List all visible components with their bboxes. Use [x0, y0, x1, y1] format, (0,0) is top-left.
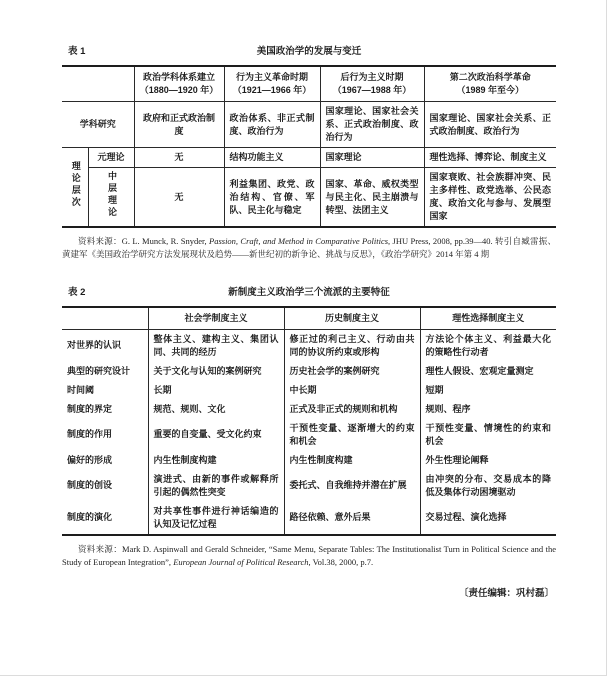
table-cell: 由冲突的分布、交易成本的降低及集体行动困境驱动 [420, 470, 556, 502]
table-cell: 政治体系、非正式制度、政治行为 [224, 102, 320, 148]
row-label: 制度的作用 [62, 419, 148, 451]
table2-row [62, 451, 556, 470]
table2-col-header: 社会学制度主义 [148, 307, 284, 330]
table-cell: 内生性制度构建 [148, 451, 284, 470]
table-cell: 国家理论、国家社会关系、正式政治制度、政治行为 [424, 102, 556, 148]
table2-col-header: 历史制度主义 [284, 307, 420, 330]
table-cell: 国家衰败、社会族群冲突、民主多样性、政党选举、公民态度、政治文化与参与、发展型国家 [424, 168, 556, 228]
table1-source-note [62, 235, 556, 261]
table2 [62, 306, 556, 536]
row-label: 制度的界定 [62, 400, 148, 419]
table2-source-note [62, 543, 556, 569]
table-cell: 政府和正式政治制度 [134, 102, 224, 148]
table2-corner-cell [62, 307, 148, 330]
source-text: , JHU Press, 2008, pp.39—40. 转引自臧雷振、黄建军《美国政治学研究方法发展现状及趋势——新世纪初的新争论、挑战与反思》，《政治学研究》2014 年第 4 期 [62, 236, 556, 259]
table-cell: 规则、程序 [420, 400, 556, 419]
table2-caption [62, 287, 556, 299]
source-label: 资料来源： [78, 543, 123, 554]
table1 [62, 65, 556, 228]
table-cell: 演进式、由新的事件或解释所引起的偶然性突变 [148, 470, 284, 502]
table-cell: 结构功能主义 [224, 148, 320, 168]
theory-group-label [62, 148, 88, 228]
table-cell: 正式及非正式的规则和机构 [284, 400, 420, 419]
table2-row [62, 470, 556, 502]
table-cell: 对共享性事件进行神话编造的认知及记忆过程 [148, 502, 284, 535]
row-label: 典型的研究设计 [62, 362, 148, 381]
table-cell: 国家理论、国家社会关系、正式政治制度、政治行为 [320, 102, 424, 148]
table1-row-mid-theory [62, 168, 556, 228]
table-cell: 长期 [148, 381, 284, 400]
table-cell: 规范、规则、文化 [148, 400, 284, 419]
row-label-text: 中层理论 [106, 171, 117, 219]
source-journal-title: European Journal of Political Research [173, 556, 309, 567]
table-cell: 修正过的利己主义、行动由共同的协议所约束或形构 [284, 329, 420, 362]
table-cell: 关于文化与认知的案例研究 [148, 362, 284, 381]
table2-row [62, 400, 556, 419]
source-book-title: Passion, Craft, and Method in Comparative Politics [209, 236, 389, 246]
table-cell: 整体主义、建构主义、集团认同、共同的经历 [148, 329, 284, 362]
table-cell: 内生性制度构建 [284, 451, 420, 470]
page-content [62, 46, 556, 599]
row-label [88, 168, 134, 228]
table2-row [62, 419, 556, 451]
row-label: 制度的演化 [62, 502, 148, 535]
table1-title: 美国政治学的发展与变迁 [256, 46, 362, 57]
col-header-title: 行为主义革命时期 [235, 72, 308, 82]
row-label [62, 102, 134, 148]
row-label: 偏好的形成 [62, 451, 148, 470]
row-label: 元理论 [88, 148, 134, 168]
table1-number: 表 1 [68, 46, 86, 57]
table-cell: 历史社会学的案例研究 [284, 362, 420, 381]
table1-col-header [224, 66, 320, 102]
source-text: , Vol.38, 2000, p.7. [308, 556, 374, 567]
table-cell: 国家理论 [320, 148, 424, 168]
source-label: 资料来源： [78, 236, 122, 246]
table2-row [62, 362, 556, 381]
row-label: 时间阈 [62, 381, 148, 400]
responsible-editor-note: 〔责任编辑：巩村磊〕 [458, 587, 554, 599]
theory-group-label-text: 理论层次 [70, 161, 81, 209]
table2-title: 新制度主义政治学三个流派的主要特征 [228, 286, 390, 298]
table-cell: 利益集团、政党、政治结构、官僚、军队、民主化与稳定 [224, 168, 320, 228]
row-label-text: 学科研究 [79, 119, 116, 129]
row-label: 对世界的认识 [62, 329, 148, 362]
table-cell: 交易过程、演化选择 [420, 502, 556, 535]
col-header-title: 第二次政治科学革命 [449, 72, 531, 82]
table-cell: 委托式、自我维持并潜在扩展 [284, 470, 420, 502]
table1-col-header [424, 66, 556, 102]
table-cell: 重要的自变量、受文化约束 [148, 419, 284, 451]
col-header-years: （1880—1920 年） [139, 85, 219, 95]
table1-col-header [320, 66, 424, 102]
table-cell: 国家、革命、威权类型与民主化、民主崩溃与转型、法团主义 [320, 168, 424, 228]
source-text: G. L. Munck, R. Snyder, [121, 236, 210, 246]
table2-number: 表 2 [68, 286, 86, 298]
col-header-years: （1967—1988 年） [332, 85, 412, 95]
table-cell: 理性人假设、宏观定量测定 [420, 362, 556, 381]
col-header-title: 后行为主义时期 [340, 72, 404, 82]
table2-col-header: 理性选择制度主义 [420, 307, 556, 330]
row-label: 制度的创设 [62, 470, 148, 502]
table-cell: 干预性变量、情境性的约束和机会 [420, 419, 556, 451]
table-cell: 干预性变量、逐渐增大的约束和机会 [284, 419, 420, 451]
table-cell: 无 [134, 168, 224, 228]
col-header-years: （1989 年至今） [456, 85, 525, 95]
table-cell: 方法论个体主义、利益最大化的策略性行动者 [420, 329, 556, 362]
col-header-years: （1921—1966 年） [232, 85, 312, 95]
table-cell: 路径依赖、意外后果 [284, 502, 420, 535]
table-cell: 理性选择、博弈论、制度主义 [424, 148, 556, 168]
table1-row-meta-theory [62, 148, 556, 168]
table-cell: 中长期 [284, 381, 420, 400]
table1-header-row [62, 66, 556, 102]
table1-caption [62, 46, 556, 58]
table-cell: 短期 [420, 381, 556, 400]
source-text: Mark D. Aspinwall and Gerald Schneider, “Same Menu, Separate Tables: The Institutionalist Turn in Political Science and the Study of European Integration”, [62, 543, 556, 567]
table2-row [62, 381, 556, 400]
table1-row-discipline [62, 102, 556, 148]
spacer [62, 270, 556, 287]
table2-row [62, 329, 556, 362]
col-header-title: 政治学科体系建立 [142, 72, 215, 82]
table2-header-row [62, 307, 556, 330]
table2-row [62, 502, 556, 535]
table1-col-header [134, 66, 224, 102]
table-cell: 外生性理论阐释 [420, 451, 556, 470]
table1-corner-cell [62, 66, 134, 102]
table-cell: 无 [134, 148, 224, 168]
